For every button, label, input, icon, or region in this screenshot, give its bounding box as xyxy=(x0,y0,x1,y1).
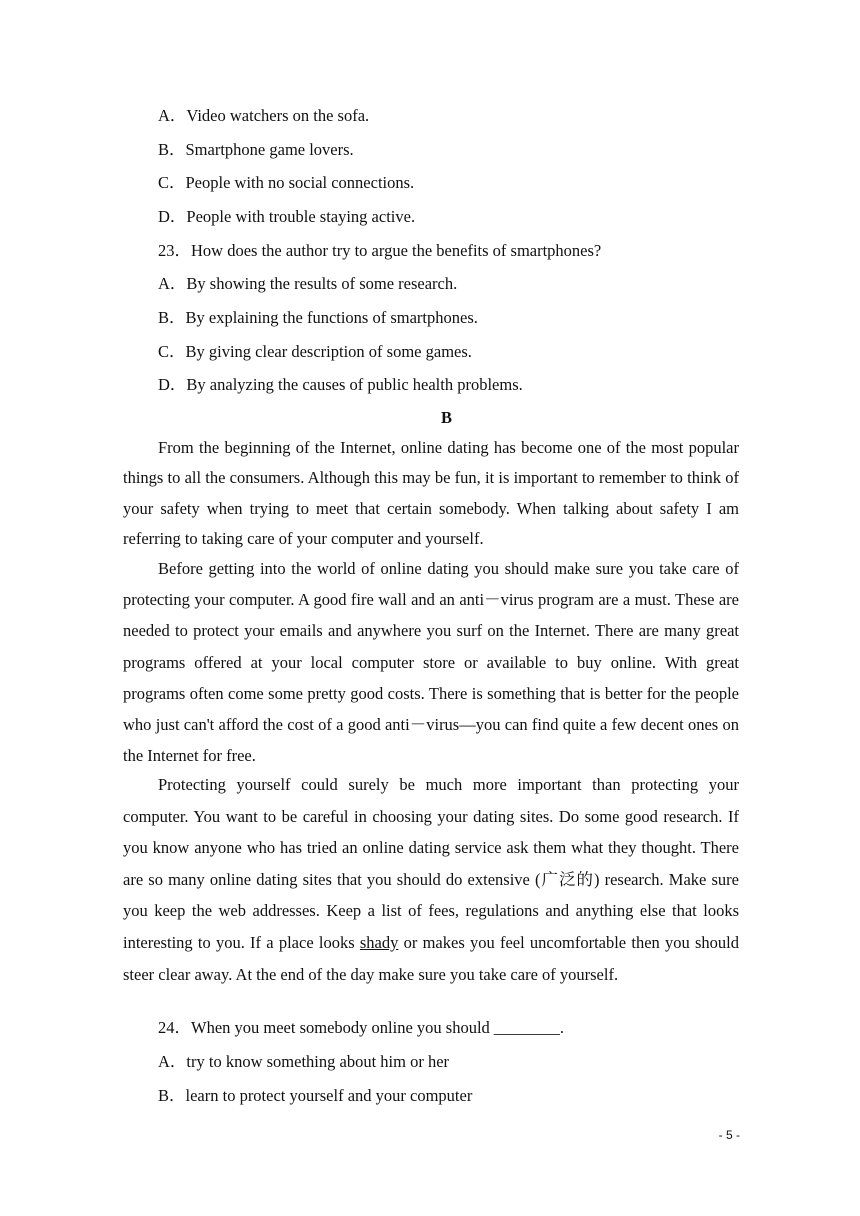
page-number: - 5 - xyxy=(718,1128,740,1142)
underlined-word-shady: shady xyxy=(359,932,399,952)
passage-b-paragraph-1: From the beginning of the Internet, online dating has become one of the most popular things to all the consumers. Although this may be fun, it is important to remember to think of your safety when trying to meet that certain somebody. When talking about safety I am referring to taking care of your computer and yourself. xyxy=(123,438,739,548)
q23-option-a: A．By showing the results of some research. xyxy=(158,274,458,293)
passage-b-paragraph-3 xyxy=(123,769,739,990)
q24-stem: 24．When you meet somebody online you should ________. xyxy=(158,1018,565,1037)
q22-option-d: D．People with trouble staying active. xyxy=(158,207,416,226)
q24-option-a: A．try to know something about him or her xyxy=(158,1052,450,1071)
q23-option-d: D．By analyzing the causes of public health problems. xyxy=(158,375,523,394)
q24-option-b: B．learn to protect yourself and your computer xyxy=(158,1086,473,1105)
q23-option-c: C．By giving clear description of some games. xyxy=(158,342,472,361)
q22-option-b: B．Smartphone game lovers. xyxy=(158,140,354,159)
passage-b-paragraph-2: Before getting into the world of online dating you should make sure you take care of protecting your computer. A good fire wall and an anti－virus program are a must. These are needed to protect your emails and anywhere you surf on the Internet. There are many great programs offered at your local computer store or available to buy online. With great programs often come some pretty good costs. There is something that is better for the people who just can't afford the cost of a good anti－virus—you can find quite a few decent ones on the Internet for free. xyxy=(123,559,739,766)
paragraph-3-text-before: Protecting yourself could surely be much more important than protecting your computer. You want to be careful in choosing your dating sites. Do some good research. If you know anyone who has tried an online dating service ask them what they thought. There are so many online dating sites that you should do extensive (广泛的) research. Make sure you keep the web addresses. Keep a list of fees, regulations and anything else that looks interesting to you. If a place looks xyxy=(123,775,739,952)
passage-b-heading: B xyxy=(440,408,452,427)
q22-option-c: C．People with no social connections. xyxy=(158,173,415,192)
q23-option-b: B．By explaining the functions of smartphones. xyxy=(158,308,478,327)
q23-stem: 23．How does the author try to argue the benefits of smartphones? xyxy=(158,241,602,260)
q22-option-a: A．Video watchers on the sofa. xyxy=(158,106,370,125)
paragraph-3-text-after: or makes you feel uncomfortable then you should steer clear away. At the end of the day make sure you take care of yourself. xyxy=(123,932,739,984)
